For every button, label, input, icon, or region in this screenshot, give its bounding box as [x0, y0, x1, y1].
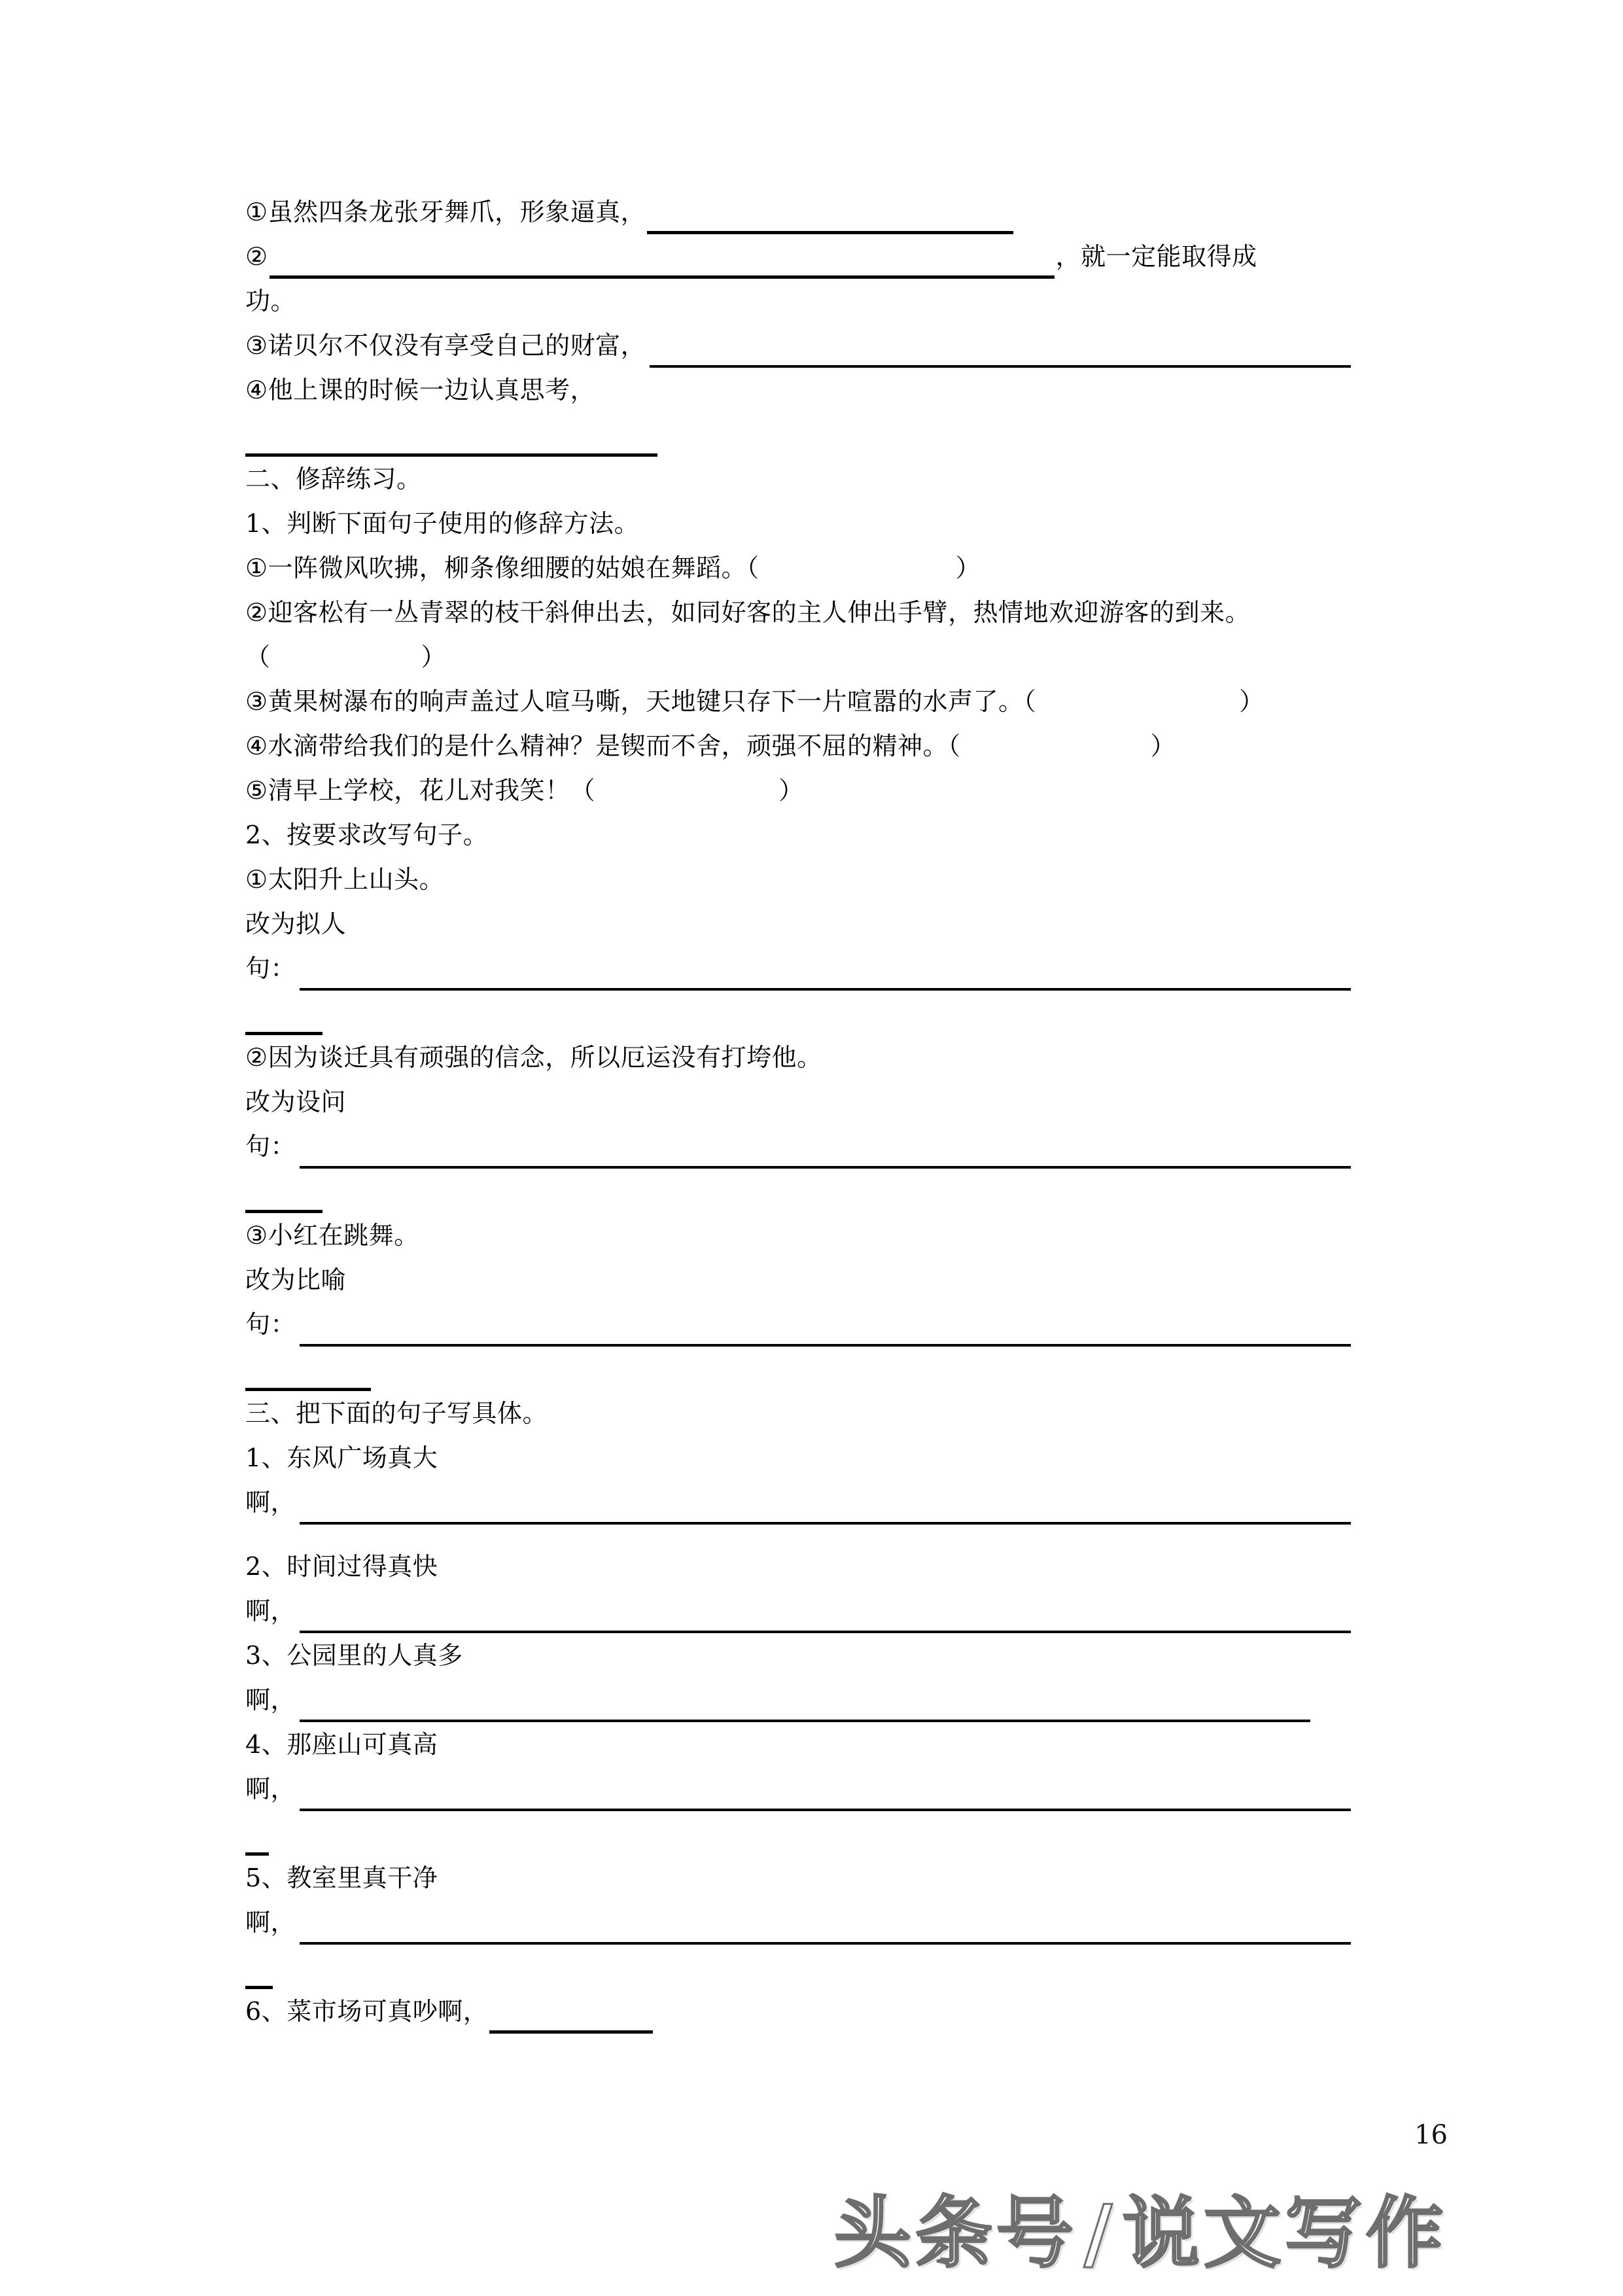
- specific-item-2-answer: [245, 1589, 1351, 1633]
- item-close-paren: ）: [778, 776, 804, 805]
- item-text-continued: 功。: [245, 287, 296, 315]
- specific-item-5: [245, 1856, 1351, 1900]
- item-text: 虽然四条龙张牙舞爪，形象逼真，: [268, 198, 646, 226]
- item-text: 那座山可真高: [287, 1730, 438, 1759]
- item-close-paren: ）: [1150, 732, 1176, 760]
- exclamation-label: 啊，: [245, 1597, 296, 1625]
- answer-blank[interactable]: [300, 962, 1351, 991]
- section-heading-text: 二、修辞练习。: [245, 465, 422, 493]
- page-content: [245, 190, 1351, 2034]
- section-heading-text: 三、把下面的句子写具体。: [245, 1399, 548, 1428]
- rhetoric-question-3: [245, 679, 1351, 724]
- item-marker: ①: [245, 865, 268, 894]
- instruction-text: 改为拟人: [245, 910, 347, 938]
- item-marker: ②: [245, 1043, 268, 1072]
- specific-item-4: [245, 1722, 1351, 1767]
- item-marker: ④: [245, 376, 268, 404]
- item-text: 清早上学校，花儿对我笑！（: [268, 776, 596, 805]
- item-marker: ④: [245, 732, 268, 760]
- answer-blank[interactable]: [300, 1916, 1351, 1945]
- answer-blank[interactable]: [300, 1140, 1351, 1169]
- item-text: 黄果树瀑布的响声盖过人喧马嘶，天地键只存下一片喧嚣的水声了。（: [268, 687, 1037, 716]
- item-open-paren: （: [245, 643, 271, 671]
- rhetoric-question-2-cont: [245, 635, 1351, 679]
- instruction-text: 改为比喻: [245, 1265, 347, 1294]
- answer-blank[interactable]: [270, 249, 1055, 279]
- item-text: 诺贝尔不仅没有享受自己的财富，: [268, 331, 646, 360]
- item-marker: ①: [245, 554, 268, 582]
- item-number: 1、: [245, 1443, 287, 1472]
- item-marker: ②: [245, 242, 268, 271]
- rewrite-item-1-answer: [245, 946, 1351, 991]
- rewrite-item-3-sentence: [245, 1213, 1351, 1258]
- item-text: 小红在跳舞。: [268, 1221, 419, 1250]
- exercise-item-4: [245, 368, 1351, 412]
- exercise-item-1: [245, 190, 1351, 234]
- item-text: 他上课的时候一边认真思考，: [268, 376, 596, 404]
- answer-blank[interactable]: [300, 1782, 1351, 1811]
- answer-label: 句：: [245, 1310, 296, 1339]
- item-text: 迎客松有一丛青翠的枝干斜伸出去，如同好客的主人伸出手臂，热情地欢迎游客的到来。: [268, 598, 1251, 627]
- watermark-separator: /: [1084, 2188, 1117, 2278]
- answer-blank[interactable]: [300, 1318, 1351, 1347]
- watermark-left: 头条号: [834, 2188, 1078, 2278]
- subsection-heading-text: 2、按要求改写句子。: [245, 821, 489, 849]
- answer-blank[interactable]: [245, 431, 657, 457]
- rewrite-item-3-instruction: [245, 1258, 1351, 1302]
- section-two-sub2-heading: [245, 813, 1351, 857]
- answer-blank[interactable]: [245, 1010, 323, 1035]
- rhetoric-question-5: [245, 768, 1351, 813]
- item-text: 因为谈迁具有顽强的信念，所以厄运没有打垮他。: [268, 1043, 822, 1072]
- item-text: 太阳升上山头。: [268, 865, 445, 894]
- answer-blank[interactable]: [300, 1496, 1351, 1525]
- subsection-heading-text: 1、判断下面句子使用的修辞方法。: [245, 509, 640, 538]
- answer-label: 句：: [245, 1132, 296, 1161]
- item-close-paren: ）: [955, 554, 981, 582]
- item-text: 公园里的人真多: [287, 1641, 463, 1670]
- item-number: 3、: [245, 1641, 287, 1670]
- answer-blank[interactable]: [245, 1188, 323, 1213]
- answer-blank[interactable]: [245, 1366, 371, 1391]
- answer-blank[interactable]: [300, 1604, 1351, 1633]
- specific-item-2: [245, 1544, 1351, 1589]
- rewrite-item-1-sentence: [245, 857, 1351, 902]
- item-text: 教室里真干净: [287, 1863, 438, 1892]
- item-number: 6、: [245, 1997, 287, 2026]
- rewrite-item-1-blank-row: [245, 991, 1351, 1035]
- item-number: 2、: [245, 1552, 287, 1581]
- specific-item-4-answer: [245, 1767, 1351, 1811]
- exercise-item-3: [245, 323, 1351, 368]
- specific-item-4-blank-row: [245, 1811, 1351, 1856]
- item-marker: ③: [245, 687, 268, 716]
- rewrite-item-3-answer: [245, 1302, 1351, 1347]
- item-text: ，就一定能取得成: [1055, 242, 1257, 271]
- specific-item-3: [245, 1633, 1351, 1678]
- page-number: 16: [1414, 2120, 1448, 2150]
- answer-blank[interactable]: [489, 2004, 653, 2034]
- rhetoric-question-1: [245, 546, 1351, 590]
- instruction-text: 改为设问: [245, 1087, 347, 1116]
- item-text: 时间过得真快: [287, 1552, 438, 1581]
- specific-item-5-blank-row: [245, 1945, 1351, 1989]
- exclamation-label: 啊，: [245, 1488, 296, 1517]
- rewrite-item-2-answer: [245, 1124, 1351, 1169]
- rewrite-item-1-instruction: [245, 902, 1351, 946]
- exclamation-label: 啊，: [245, 1775, 296, 1803]
- exercise-item-4-blank-row: [245, 412, 1351, 457]
- item-marker: ⑤: [245, 776, 268, 805]
- rhetoric-question-4: [245, 724, 1351, 768]
- item-text: 菜市场可真吵啊，: [287, 1997, 489, 2026]
- rhetoric-question-2: [245, 590, 1351, 635]
- answer-blank[interactable]: [300, 1693, 1310, 1722]
- exercise-item-2: [245, 234, 1351, 279]
- item-marker: ③: [245, 1221, 268, 1250]
- section-two-heading: [245, 457, 1351, 501]
- rewrite-item-2-sentence: [245, 1035, 1351, 1080]
- rewrite-item-3-blank-row: [245, 1347, 1351, 1391]
- item-number: 4、: [245, 1730, 287, 1759]
- specific-item-5-answer: [245, 1900, 1351, 1945]
- answer-blank[interactable]: [245, 1964, 273, 1989]
- rewrite-item-2-instruction: [245, 1080, 1351, 1124]
- exercise-item-2-cont: [245, 279, 1351, 323]
- item-text: 东风广场真大: [287, 1443, 438, 1472]
- specific-item-3-answer: [245, 1678, 1351, 1722]
- item-marker: ②: [245, 598, 268, 627]
- section-two-sub1-heading: [245, 501, 1351, 546]
- item-close-paren: ）: [1239, 687, 1265, 716]
- item-close-paren: ）: [421, 643, 447, 671]
- answer-label: 句：: [245, 954, 296, 983]
- watermark: [834, 2171, 1447, 2282]
- item-marker: ①: [245, 198, 268, 226]
- rewrite-item-2-blank-row: [245, 1169, 1351, 1213]
- exclamation-label: 啊，: [245, 1908, 296, 1937]
- item-number: 5、: [245, 1863, 287, 1892]
- answer-blank[interactable]: [245, 1830, 269, 1856]
- item-text: 水滴带给我们的是什么精神？是锲而不舍，顽强不屈的精神。（: [268, 732, 961, 760]
- answer-blank[interactable]: [650, 339, 1351, 368]
- watermark-right: 说文写作: [1123, 2188, 1448, 2278]
- specific-item-6: [245, 1989, 1351, 2034]
- exclamation-label: 啊，: [245, 1686, 296, 1714]
- item-marker: ③: [245, 331, 268, 360]
- specific-item-1-answer: [245, 1480, 1351, 1525]
- spacer: [245, 1525, 1351, 1544]
- answer-blank[interactable]: [647, 205, 1013, 234]
- section-three-heading: [245, 1391, 1351, 1436]
- item-text: 一阵微风吹拂，柳条像细腰的姑娘在舞蹈。（: [268, 554, 759, 582]
- specific-item-1: [245, 1436, 1351, 1480]
